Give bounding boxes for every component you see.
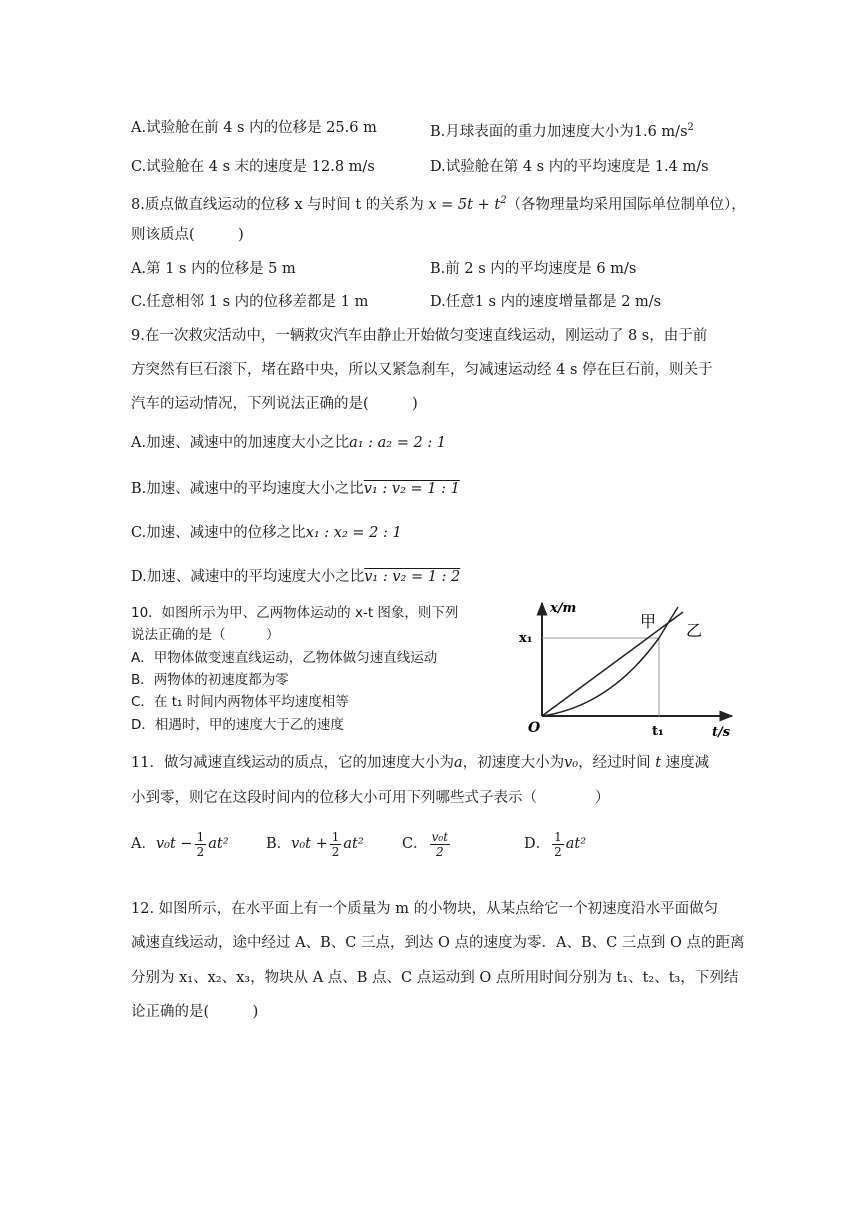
q9-stem-line2: 方突然有巨石滚下，堵在路中央，所以又紧急刹车，匀减速运动经 4 s 停在巨石前，则关于 (131, 362, 713, 378)
q8-formula (428, 197, 506, 213)
q10-option-a: A．甲物体做变速直线运动，乙物体做匀速直线运动 (131, 650, 438, 666)
graph-yi-label: 乙 (686, 621, 703, 640)
q9-option-a-math: a₁ : a₂ = 2 : 1 (349, 435, 447, 451)
q9-stem-line1: 9.在一次救灾活动中，一辆救灾汽车由静止开始做匀变速直线运动，刚运动了 8 s，由于前 (131, 328, 708, 344)
q12-stem-line2: 减速直线运动，途中经过 A、B、C 三点，到达 O 点的速度为零．A、B、C 三点到 O 点的距离 (131, 935, 745, 951)
q9-option-d-text: D.加速、减速中的平均速度大小之比 (131, 569, 365, 585)
q11-option-c-den: 2 (436, 844, 444, 859)
q11-option-c-label: C． (402, 836, 428, 852)
q11-option-b-half-num: 1 (331, 829, 340, 844)
q11-option-d-half-num: 1 (554, 829, 562, 844)
q8-formula-sup: 2 (500, 195, 507, 206)
q11-option-c-frac (430, 830, 450, 859)
q11-stem-line1 (131, 753, 709, 773)
q7-option-a: A.试验舱在前 4 s 内的位移是 25.6 m (131, 120, 377, 136)
q11-stem-part-c: ，经过时间 (578, 755, 651, 771)
graph-x1-label: x₁ (519, 631, 533, 646)
q10-option-b: B．两物体的初速度都为零 (131, 672, 289, 688)
q11-stem-part-b: ，初速度大小为 (462, 755, 565, 771)
q11-option-d-post: at² (565, 836, 587, 852)
q11-option-c (402, 826, 452, 862)
q11-stem-line2: 小到零，则它在这段时间内的位移大小可用下列哪些式子表示（ ） (131, 790, 610, 806)
q10-xt-graph (500, 595, 745, 745)
q11-stem-v0: v₀ (564, 755, 579, 771)
q11-option-b (266, 826, 364, 862)
q11-stem-t: t (655, 755, 662, 771)
q11-option-a-half-num: 1 (196, 829, 205, 844)
q11-option-d-label: D． (524, 836, 551, 852)
q9-option-a-text: A.加速、减速中的加速度大小之比 (131, 435, 350, 451)
q9-option-b-math: v₁ : v₂ = 1 : 1 (363, 481, 460, 497)
q12-stem-line3: 分别为 x₁、x₂、x₃，物块从 A 点、B 点、C 点运动到 O 点所用时间分别为 t₁、t₂、t₃，下列结 (131, 970, 739, 986)
q11-option-d (524, 826, 586, 862)
q9-stem-line3: 汽车的运动情况，下列说法正确的是( ) (131, 396, 418, 412)
q11-stem-part-a: 11．做匀减速直线运动的质点，它的加速度大小为 (131, 755, 454, 771)
graph-x-axis-label: t/s (712, 725, 731, 740)
q9-option-b (131, 479, 460, 499)
graph-curve-jia (542, 607, 678, 716)
q11-option-a-half-den: 2 (196, 844, 205, 859)
q10-option-c: C．在 t₁ 时间内两物体平均速度相等 (131, 694, 349, 710)
q7-option-b (430, 118, 694, 142)
q9-option-d-math: v₁ : v₂ = 1 : 2 (364, 569, 461, 585)
q11-option-a-label: A． (131, 836, 156, 852)
q11-option-a-post: at² (208, 836, 229, 852)
q10-option-d: D．相遇时，甲的速度大于乙的速度 (131, 717, 344, 733)
q11-option-b-post: at² (343, 836, 364, 852)
q11-stem-a: a (453, 755, 463, 771)
q9-option-c-text: C.加速、减速中的位移之比 (131, 525, 306, 541)
q8-stem-line1 (131, 191, 746, 215)
q12-stem-line1: 12. 如图所示，在水平面上有一个质量为 m 的小物块，从某点给它一个初速度沿水平面做匀 (131, 901, 719, 917)
q8-option-a: A.第 1 s 内的位移是 5 m (131, 261, 296, 277)
q8-stem-text: 8.质点做直线运动的位移 x 与时间 t 的关系为 (131, 196, 424, 213)
q9-option-d (131, 567, 460, 587)
q9-option-b-text: B.加速、减速中的平均速度大小之比 (131, 481, 364, 497)
q11-option-a-half (195, 830, 207, 859)
q8-option-b: B.前 2 s 内的平均速度是 6 m/s (430, 261, 637, 277)
q7-option-b-text: B.月球表面的重力加速度大小为1.6 m/s (430, 123, 688, 140)
q11-option-c-num: v₀t (431, 829, 449, 844)
q8-formula-base: x = 5t + t (428, 196, 501, 213)
q7-option-b-sup: 2 (687, 122, 694, 133)
q7-option-c: C.试验舱在 4 s 末的速度是 12.8 m/s (131, 159, 375, 175)
q11-stem-part-d: 速度减 (665, 755, 710, 771)
q10-stem-line2: 说法正确的是（ ） (131, 627, 280, 643)
graph-jia-label: 甲 (640, 612, 657, 631)
graph-y-axis-label: x/m (550, 601, 577, 616)
q11-option-d-half-den: 2 (554, 844, 562, 859)
graph-t1-label: t₁ (652, 724, 664, 739)
q11-option-b-label: B． (266, 836, 292, 852)
q8-option-d: D.任意1 s 内的速度增量都是 2 m/s (430, 294, 662, 310)
q7-option-d: D.试验舱在第 4 s 内的平均速度是 1.4 m/s (430, 159, 709, 175)
q11-option-b-pre: v₀t + (291, 836, 328, 852)
q9-option-a (131, 433, 446, 453)
graph-line-yi (542, 612, 683, 716)
q9-option-c (131, 523, 402, 543)
q8-stem-line2: 则该质点( ) (131, 227, 244, 243)
q11-option-b-half (330, 830, 342, 859)
graph-origin-label: O (528, 720, 541, 736)
q11-option-a (131, 826, 229, 862)
q12-stem-line4: 论正确的是( ) (131, 1004, 259, 1020)
q8-option-c: C.任意相邻 1 s 内的位移差都是 1 m (131, 294, 369, 310)
q9-option-c-math: x₁ : x₂ = 2 : 1 (305, 525, 402, 541)
q11-option-b-half-den: 2 (331, 844, 340, 859)
q8-stem-tail: （各物理量均采用国际单位制单位）， (506, 196, 746, 213)
q11-option-a-pre: v₀t − (155, 836, 193, 852)
q10-stem-line1: 10．如图所示为甲、乙两物体运动的 x-t 图象，则下列 (131, 605, 459, 621)
q11-option-d-half (552, 830, 564, 859)
